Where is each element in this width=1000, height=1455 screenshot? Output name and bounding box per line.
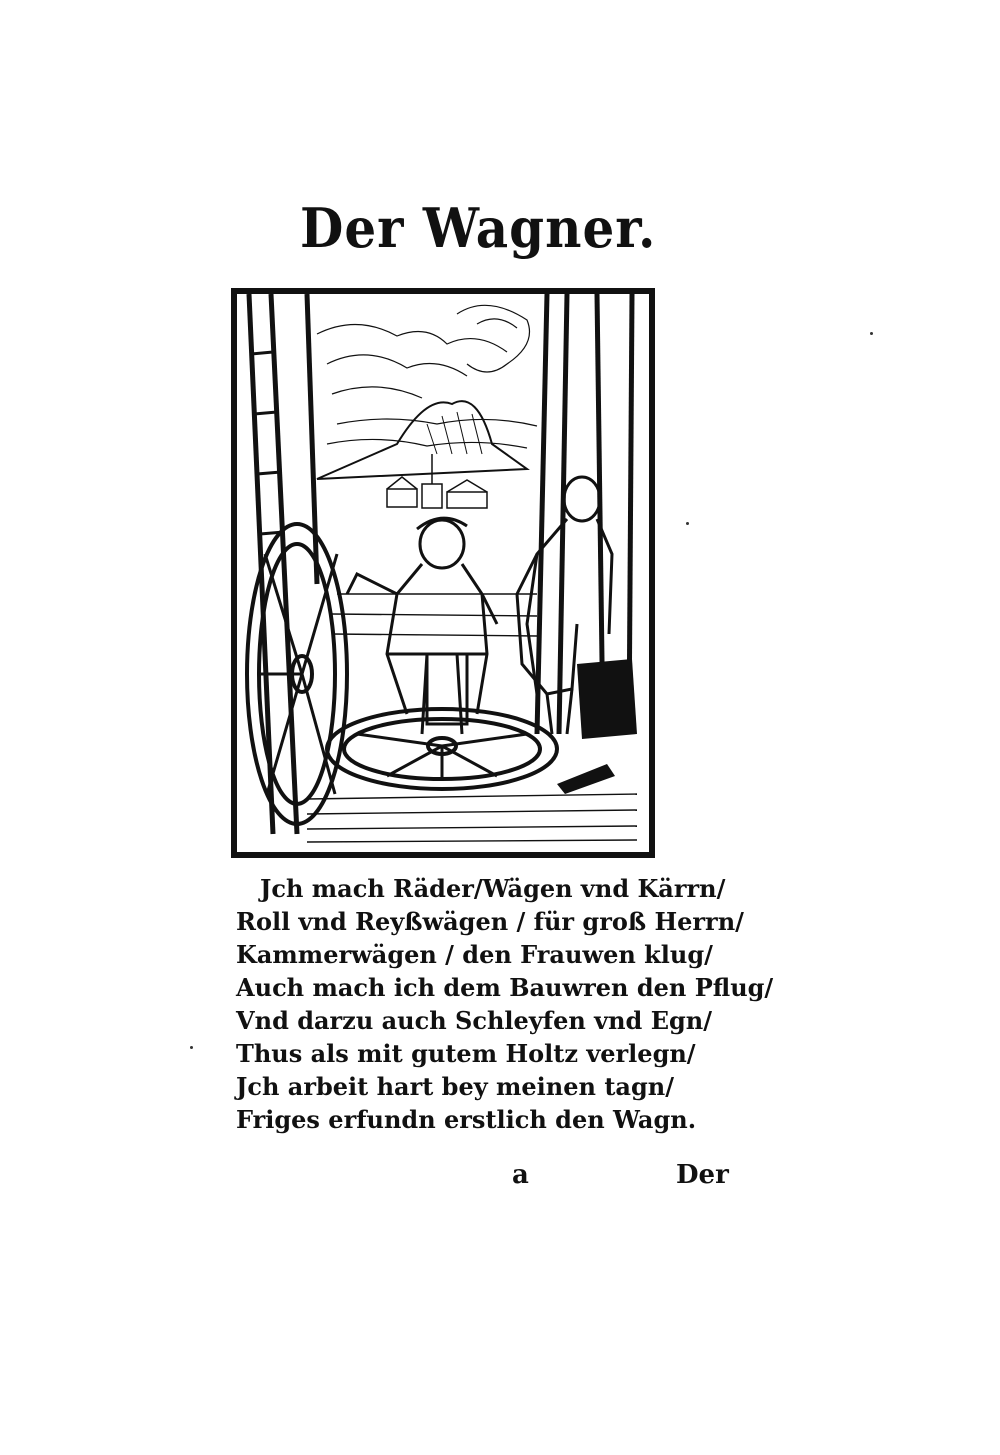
verse-line: Jch mach Räder/Wägen vnd Kärrn/ bbox=[260, 874, 726, 903]
verse-line: Auch mach ich dem Bauwren den Pflug/ bbox=[236, 973, 774, 1002]
verse-line: Vnd darzu auch Schleyfen vnd Egn/ bbox=[236, 1006, 712, 1035]
verse-line: Jch arbeit hart bey meinen tagn/ bbox=[236, 1072, 674, 1101]
verse-line: Thus als mit gutem Holtz verlegn/ bbox=[236, 1039, 696, 1068]
ink-speck bbox=[686, 522, 689, 525]
woodcut-illustration bbox=[231, 288, 655, 858]
ink-speck bbox=[870, 332, 873, 335]
page-title: Der Wagner. bbox=[300, 196, 657, 260]
verse bbox=[236, 872, 774, 1136]
verse-line: Friges erfundn erstlich den Wagn. bbox=[236, 1105, 697, 1134]
verse-line: Roll vnd Reyßwägen / für groß Herrn/ bbox=[236, 907, 744, 936]
signature-mark: a bbox=[512, 1160, 529, 1190]
verse-line: Kammerwägen / den Frauwen klug/ bbox=[236, 940, 713, 969]
catchword: Der bbox=[676, 1160, 729, 1190]
ink-speck bbox=[190, 1046, 193, 1049]
woodcut-wheelwright-icon bbox=[237, 294, 649, 852]
